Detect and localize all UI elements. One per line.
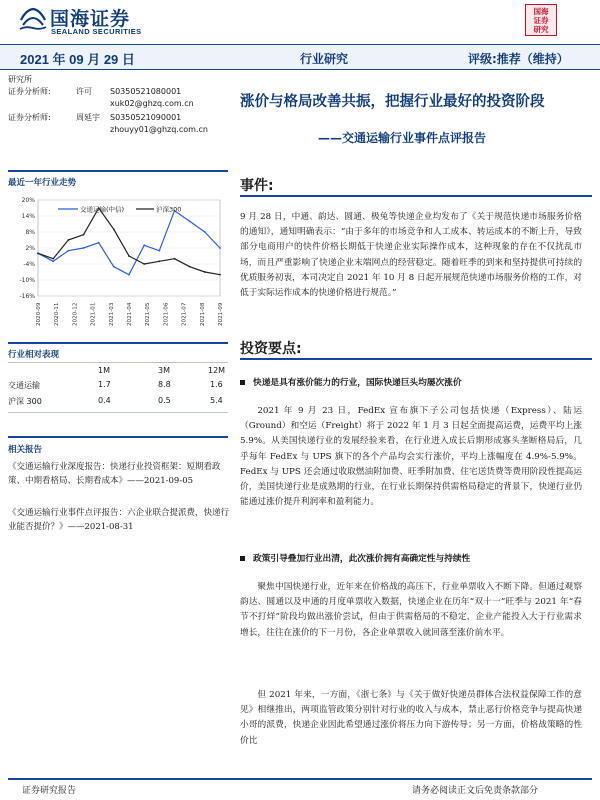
bullet-square-icon	[240, 380, 245, 385]
perf-row	[8, 380, 228, 394]
legend-hs300-label: 沪深300	[156, 205, 182, 214]
perf-rule-top	[8, 362, 228, 363]
series-point	[113, 266, 115, 268]
series-point	[204, 231, 206, 233]
x-tick-label: 2020-11	[54, 302, 61, 326]
series-point	[83, 234, 85, 236]
y-tick-label: -4%	[23, 261, 35, 269]
series-point	[174, 258, 176, 260]
y-tick-label: 20%	[21, 197, 35, 205]
report-category: 行业研究	[300, 52, 349, 66]
series-point	[219, 274, 221, 276]
series-line-hs300	[38, 208, 220, 275]
y-tick-label: -16%	[19, 293, 35, 301]
x-tick-label: 2020-12	[72, 302, 79, 326]
perf-cell: 0.4	[98, 396, 111, 405]
perf-col-12m: 12M	[208, 366, 226, 375]
analyst-2-role: 证券分析师:	[8, 113, 51, 122]
bullet-2-paragraph: 聚焦中国快递行业，近年来在价格战的高压下，行业单票收入不断下降。但通过观察韵达、圆通以及申通的月度单票收入数据，快递企业在历年“双十一”旺季与 2021 年“春节不打烊”阶段均做出涨价尝试，但由于供需格局的不稳定，企业产能投入大于行业需求增长，往往在涨价的下一月份，各企业单票收入就回落至涨价前水平。	[240, 582, 582, 638]
invest-heading-rule	[240, 358, 592, 360]
series-point	[158, 250, 160, 252]
perf-title: 行业相对表现	[8, 350, 60, 360]
series-point	[143, 244, 145, 246]
perf-divider	[8, 342, 228, 344]
footer-left: 证券研究报告	[22, 786, 77, 796]
trend-divider	[8, 170, 228, 172]
y-tick-label: -10%	[19, 277, 35, 285]
y-tick-label: 8%	[25, 229, 35, 237]
perf-rule-bottom	[8, 412, 228, 413]
series-point	[113, 228, 115, 230]
report-title: 涨价与格局改善共振，把握行业最好的投资阶段	[240, 94, 545, 110]
bullet-2-text: 政策引导叠加行业出清，此次涨价拥有高确定性与持续性	[253, 554, 471, 564]
report-subtitle: ——交通运输行业事件点评报告	[318, 131, 487, 145]
perf-col-1m: 1M	[98, 366, 110, 375]
logo-english: SEALAND SECURITIES	[51, 27, 142, 36]
analyst-1-role: 证券分析师:	[8, 87, 51, 96]
bullet-square-icon	[240, 556, 245, 561]
series-point	[67, 239, 69, 241]
y-tick-label: 2%	[25, 245, 35, 253]
related-title: 相关报告	[8, 445, 43, 455]
series-point	[83, 247, 85, 249]
series-point	[189, 220, 191, 222]
perf-cell: 8.8	[158, 380, 171, 389]
footer-disclaimer: 请务必阅读正文后免责条款部分	[412, 786, 539, 796]
analyst-2-license: S0350521090001	[110, 113, 182, 122]
x-tick-label: 2021-09	[218, 302, 224, 326]
bullet-1-paragraph: 2021 年 9 月 23 日，FedEx 宣布旗下子公司包括快递（Express）、陆运（Ground）和空运（Freight）将于 2022 年 1 月 3 日起全面提高运费，运费平均上涨 5.9%。从美国快递行业的发展经验来看，在行业进入成长后期形成寡头垄断格局后，几乎每年 FedEx 与 UPS 旗下的各个产品均会实行涨价，平均上涨幅度在 4.9%-5.9%。FedEx 与 UPS 还会通过收取燃油附加费、旺季附加费、住宅送货费等费用阶段性提高运价，美国快递行业是成熟期的行业，在行业长期保持供需格局稳定的背景下，快递行业仍能通过涨价提升利润率和盈利能力。	[240, 406, 582, 508]
perf-cell: 1.7	[98, 380, 111, 389]
bullet-1-text: 快递是具有涨价能力的行业，国际快递巨头均屡次涨价	[253, 378, 462, 388]
invest-heading: 投资要点:	[240, 341, 302, 357]
x-tick-label: 2021-06	[163, 302, 170, 326]
event-heading-rule	[240, 195, 592, 197]
x-tick-label: 2020-09	[36, 302, 42, 326]
analyst-1-license: S0350521080001	[110, 87, 182, 96]
series-point	[158, 260, 160, 262]
x-tick-label: 2021-03	[108, 302, 115, 326]
logo-chinese: 国海证券	[50, 8, 131, 30]
series-point	[52, 260, 54, 262]
legend-industry-label: 交通运输(中信)	[80, 205, 125, 214]
x-tick-label: 2021-01	[90, 302, 97, 326]
bullet-2-title	[240, 552, 470, 564]
report-date: 2021 年 09 月 29 日	[20, 52, 135, 67]
perf-cell: 5.4	[210, 396, 223, 405]
x-tick-label: 2021-08	[199, 302, 206, 326]
series-point	[143, 263, 145, 265]
perf-row-label: 交通运输	[8, 381, 40, 390]
trend-title: 最近一年行业走势	[8, 178, 77, 188]
analyst-1-email[interactable]: xuk02@ghzq.com.cn	[110, 99, 194, 108]
analyst-2-name: 周延宇	[76, 113, 100, 122]
series-point	[219, 247, 221, 249]
event-heading: 事件:	[240, 178, 274, 194]
x-tick-label: 2021-04	[127, 302, 133, 326]
event-paragraph: 9 月 28 日，中通、韵达、圆通、极兔等快递企业均发布了《关于规范快递市场服务价格的通知》，通知明确表示：“由于多年的市场竞争和人工成本、转运成本的不断上升，导致部分电商用户的快件价格长期低于快递企业实际操作成本，这种现象的存在不仅扰乱市场，而且严重影响了快递企业末端网点的经营稳定。随着旺季的到来和坚持提供可持续的优质服务初衷，本司决定自 2021 年 10 月 8 日起开展规范快递市场服务价格的工作，对低于实际运作成本的快递价格进行规范。”	[240, 212, 582, 299]
sealand-logo-icon	[18, 6, 48, 32]
footer-rule	[8, 778, 592, 780]
perf-col-3m: 3M	[158, 366, 170, 375]
bullet-2-paragraph-cont: 但 2021 年来，一方面，《浙七条》与《关于做好快递员群体合法权益保障工作的意见》相继推出，两项监管政策分别针对行业的收入与成本，禁止恶行价格竞争与提高快递小哥的派费，快递企业因此希望通过涨价将压力向下游传导；另一方面，价格战策略的性价比	[240, 690, 582, 746]
related-report-2[interactable]: 《交通运输行业事件点评报告：六企业联合提派费，快递行业能否提价？》——2021-08-31	[8, 508, 230, 532]
trend-chart	[6, 192, 228, 332]
perf-cell: 1.6	[210, 380, 223, 389]
perf-row	[8, 396, 228, 410]
series-point	[37, 252, 39, 254]
perf-cell: 0.5	[158, 396, 171, 405]
institute-label: 研究所	[8, 75, 32, 84]
related-report-1[interactable]: 《交通运输行业深度报告：快递行业投资框架：短期看政策、中期看格局、长期看成本》——2021-09-05	[8, 462, 221, 486]
report-rating: 评级:推荐（维持）	[468, 52, 569, 66]
x-tick-label: 2021-05	[145, 302, 152, 326]
perf-row-label: 沪深 300	[8, 397, 42, 406]
series-point	[128, 255, 130, 257]
analyst-2-email[interactable]: zhouyy01@ghzq.com.cn	[110, 125, 208, 134]
series-point	[204, 271, 206, 273]
series-point	[189, 266, 191, 268]
related-divider	[8, 436, 228, 438]
series-line-industry	[38, 211, 220, 275]
analyst-1-name: 许可	[76, 87, 92, 96]
seal-stamp-icon: 国海 证券 研究	[525, 4, 557, 36]
bullet-1-title	[240, 376, 462, 388]
x-tick-label: 2021-07	[181, 302, 188, 326]
series-point	[128, 274, 130, 276]
series-point	[98, 242, 100, 244]
series-point	[67, 250, 69, 252]
y-tick-label: 14%	[21, 213, 35, 221]
perf-header-row	[8, 366, 228, 380]
series-point	[52, 258, 54, 260]
